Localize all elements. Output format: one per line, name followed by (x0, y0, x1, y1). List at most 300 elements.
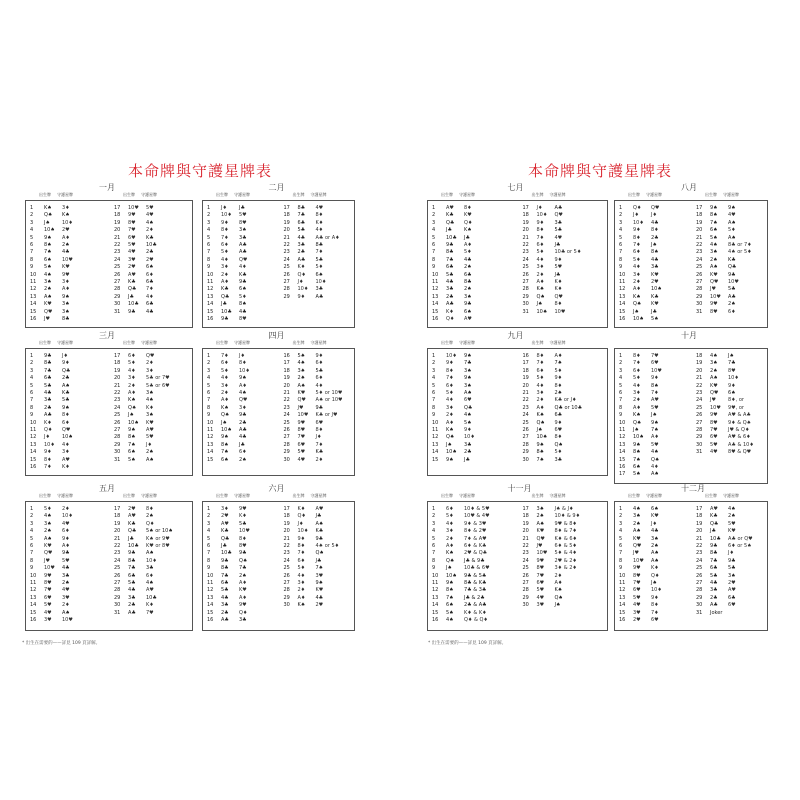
planetary-ruling-card: 3♠ (62, 301, 70, 308)
day-number: 16 (432, 617, 439, 623)
planetary-ruling-card: 8♦ (651, 227, 659, 234)
birth-card: 4♥ (297, 456, 306, 463)
planetary-ruling-card: 8♦ (315, 427, 324, 433)
birth-card: 5♦ (633, 256, 641, 263)
day-number: 1 (207, 205, 211, 211)
planetary-ruling-card: 8♥ (728, 367, 736, 374)
birth-card: 6♦ (633, 367, 641, 374)
day-number: 18 (696, 212, 703, 219)
planetary-ruling-card: 10♦ (315, 279, 327, 285)
day-number: 13 (207, 594, 214, 601)
birth-card: 6♣ (128, 572, 136, 579)
birth-card: K♥ (536, 528, 545, 535)
birth-card: 9♣ (128, 550, 136, 557)
birth-card: K♠ (633, 412, 641, 419)
day-number: 19 (696, 219, 703, 226)
day-number: 23 (696, 550, 703, 557)
day-number: 16 (30, 316, 37, 322)
day-number: 25 (522, 419, 529, 426)
planetary-ruling-card: 5♠ or 10♠ (146, 528, 173, 535)
birth-card: 3♦ (536, 390, 545, 396)
birth-card: 10♦ (297, 528, 309, 535)
column-header: 出生牌 (441, 340, 453, 345)
birth-card: 8♠ (44, 242, 52, 248)
day-number: 5 (30, 535, 34, 542)
day-number: 1 (432, 506, 436, 512)
column-header: 出生牌 (531, 493, 544, 498)
day-number: 25 (283, 419, 290, 426)
planetary-ruling-card: 8♣ (464, 279, 472, 285)
birth-card: 6♣ (446, 264, 454, 271)
birth-card: 7♠ (44, 249, 52, 256)
birth-card: 9♣ (710, 543, 718, 549)
month-table (202, 183, 355, 328)
planetary-ruling-card: 4♣ (146, 308, 154, 315)
birth-card: J♣ (710, 528, 716, 535)
birth-card: 2♣ (128, 602, 136, 609)
day-number: 29 (283, 293, 290, 300)
day-number: 29 (696, 293, 703, 300)
planetary-ruling-card: J♠ (728, 353, 734, 359)
day-number: 19 (522, 375, 529, 382)
birth-card: A♦ (446, 419, 454, 426)
planetary-ruling-card: 10♥ (554, 308, 566, 315)
birth-card: 7♣ (128, 565, 136, 572)
day-number: 15 (30, 308, 37, 315)
day-number: 23 (283, 404, 290, 411)
birth-card: 2♦ (221, 271, 229, 278)
day-number: 2 (432, 212, 436, 219)
day-number: 4 (30, 528, 34, 535)
birth-card: Q♠ (446, 434, 455, 441)
birth-card: Q♦ (44, 427, 53, 433)
birth-card: 10♥ (633, 557, 644, 564)
birth-card: 3♣ (297, 242, 306, 248)
month-table-box (25, 348, 193, 476)
planetary-ruling-card: 4♠ (146, 219, 154, 226)
planetary-ruling-card: Q♥ (62, 427, 71, 433)
day-number: 10 (30, 419, 37, 426)
planetary-ruling-card: Q♥ (554, 212, 563, 219)
birth-card: A♣ (221, 617, 229, 623)
birth-card: 4♥ (44, 609, 52, 616)
column-header: 守護星牌 (459, 340, 475, 345)
birth-card: 10♠ (536, 434, 548, 441)
day-number: 13 (432, 594, 439, 601)
day-number: 5 (619, 234, 623, 241)
day-number: 8 (30, 404, 34, 411)
planetary-ruling-card: 9♣ (239, 279, 247, 285)
planetary-ruling-card: 6♣ (554, 412, 563, 419)
day-number: 24 (696, 397, 703, 404)
planetary-ruling-card: K♣ or J♥ (315, 412, 338, 419)
planetary-ruling-card: 8♦ (315, 212, 324, 219)
day-number: 11 (207, 580, 214, 586)
birth-card: 5♠ (128, 456, 136, 463)
birth-card: K♥ (710, 382, 718, 389)
planetary-ruling-card: 4♠ (146, 580, 154, 586)
birth-card: 9♥ (710, 301, 718, 308)
planetary-ruling-card: 8♣ & K♣ (464, 580, 487, 586)
planetary-ruling-card: 5♦ (464, 249, 472, 256)
birth-card: 9♦ (44, 449, 52, 456)
birth-card: 2♦ (128, 382, 136, 389)
day-number: 15 (432, 456, 439, 463)
birth-card: 3♦ (536, 264, 545, 271)
month-table-box (202, 501, 355, 631)
day-number: 31 (114, 609, 121, 616)
planetary-ruling-card: Q♣ (464, 404, 473, 411)
planetary-ruling-card: 3♦ (62, 449, 70, 456)
planetary-ruling-card: J♦ (651, 212, 657, 219)
birth-card: 2♣ (446, 293, 454, 300)
planetary-ruling-card: 8♣ (62, 316, 70, 322)
planetary-ruling-card: K♥ (728, 528, 736, 535)
birth-card: 2♦ (446, 412, 454, 419)
day-number: 5 (207, 234, 211, 241)
day-number: 29 (696, 434, 703, 441)
day-number: 23 (283, 249, 290, 256)
day-number: 7 (30, 397, 34, 404)
birth-card: 4♠ (297, 360, 306, 367)
planetary-ruling-card: 8♦ (651, 602, 659, 609)
birth-card: 2♣ (44, 404, 52, 411)
birth-card: 6♦ (221, 242, 229, 248)
day-number: 20 (522, 227, 529, 234)
birth-card: 8♠ (633, 449, 641, 456)
birth-card: 8♦ (536, 227, 545, 234)
day-number: 14 (207, 602, 214, 609)
planetary-ruling-card: A♣ (239, 242, 247, 248)
birth-card: 3♦ (633, 271, 641, 278)
birth-card: 7♠ (633, 456, 641, 463)
planetary-ruling-card: A♣ (239, 427, 247, 433)
birth-card: J♥ (297, 404, 304, 411)
column-header: 守護星牌 (723, 493, 739, 498)
planetary-ruling-card: A♣ (728, 293, 736, 300)
planetary-ruling-card: 2♠ (464, 286, 472, 293)
planetary-ruling-card: 4♣ (239, 434, 247, 441)
day-number: 26 (522, 572, 529, 579)
day-number: 26 (522, 427, 529, 433)
day-number: 27 (522, 279, 529, 285)
birth-card: A♣ (297, 256, 306, 263)
day-number: 11 (432, 580, 439, 586)
page-2 (400, 0, 800, 800)
birth-card: 9♦ (446, 360, 454, 367)
birth-card: A♦ (446, 543, 454, 549)
day-number: 22 (114, 242, 121, 248)
planetary-ruling-card: 9♣ (239, 412, 247, 419)
planetary-ruling-card: 3♦ (239, 404, 247, 411)
day-number: 31 (696, 449, 703, 456)
day-number: 27 (283, 279, 290, 285)
day-number: 20 (283, 382, 290, 389)
birth-card: A♠ (633, 528, 641, 535)
day-number: 2 (432, 360, 436, 367)
day-number: 1 (30, 353, 34, 359)
birth-card: K♠ (633, 293, 641, 300)
birth-card: 7♠ (128, 441, 136, 448)
planetary-ruling-card: 10♠ (62, 434, 73, 441)
day-number: 3 (207, 367, 211, 374)
day-number: 9 (207, 412, 211, 419)
planetary-ruling-card: 9♣ (239, 550, 247, 557)
day-number: 22 (696, 242, 703, 248)
planetary-ruling-card: 8♠ (651, 249, 659, 256)
birth-card: 2♦ (536, 271, 545, 278)
day-number: 7 (207, 550, 211, 557)
day-number: 21 (696, 535, 703, 542)
birth-card: J♦ (297, 279, 304, 285)
planetary-ruling-card: K♦ (239, 513, 247, 520)
birth-card: 8♠ (128, 434, 136, 441)
birth-card: 6♣ (221, 580, 229, 586)
planetary-ruling-card: 7♣ & 3♣ (464, 587, 487, 594)
planetary-ruling-card: 4♥ (728, 212, 736, 219)
planetary-ruling-card: 3♦ (146, 367, 154, 374)
day-number: 12 (432, 286, 439, 293)
birth-card: Q♠ (633, 419, 642, 426)
planetary-ruling-card: 2♥ (315, 602, 324, 609)
planetary-ruling-card: A♣ (239, 249, 247, 256)
planetary-ruling-card: 2♠ (146, 513, 154, 520)
planetary-ruling-card: 4♣ (62, 249, 70, 256)
birth-card: K♣ (128, 279, 136, 285)
day-number: 10 (30, 572, 37, 579)
planetary-ruling-card: K♥ (651, 271, 659, 278)
birth-card: A♠ (44, 293, 52, 300)
birth-card: 10♦ (297, 286, 309, 293)
planetary-ruling-card: K♥ (62, 264, 70, 271)
birth-card: 3♥ (536, 602, 545, 609)
day-number: 12 (30, 587, 37, 594)
day-number: 23 (522, 404, 529, 411)
birth-card: 10♠ (128, 419, 139, 426)
birth-card: 10♥ (710, 293, 721, 300)
day-number: 20 (114, 227, 121, 234)
planetary-ruling-card: K♣ (62, 390, 70, 396)
day-number: 12 (619, 286, 626, 293)
birth-card: 3♥ (633, 609, 641, 616)
day-number: 29 (114, 594, 121, 601)
column-header: 守護星牌 (310, 192, 327, 197)
birth-card: J♣ (128, 535, 134, 542)
birth-card: 8♣ (44, 360, 52, 367)
planetary-ruling-card: 5♦ & 4♦ (554, 550, 577, 557)
day-number: 12 (619, 434, 626, 441)
day-number: 5 (30, 234, 34, 241)
birth-card: 9♣ (221, 316, 229, 322)
day-number: 4 (432, 375, 436, 382)
birth-card: A♣ (128, 609, 136, 616)
month-table-box (25, 501, 193, 631)
planetary-ruling-card: 5♣ (728, 286, 736, 293)
planetary-ruling-card: 9♦ (554, 419, 563, 426)
planetary-ruling-card: 9♠ (315, 580, 324, 586)
day-number: 21 (114, 382, 121, 389)
planetary-ruling-card: A♦ (554, 580, 563, 586)
day-number: 19 (696, 520, 703, 527)
birth-card: 7♦ (536, 360, 545, 367)
day-number: 1 (30, 205, 34, 211)
day-number: 24 (522, 256, 529, 263)
day-number: 10 (619, 572, 626, 579)
birth-card: 8♥ (44, 580, 52, 586)
planetary-ruling-card: K♥ (651, 301, 659, 308)
day-number: 17 (283, 506, 290, 512)
birth-card: 8♦ (633, 353, 641, 359)
birth-card: 10♥ (297, 412, 309, 419)
planetary-ruling-card: 9♠ (651, 419, 659, 426)
column-header: 守護星牌 (234, 192, 250, 197)
planetary-ruling-card: 6♥ (464, 397, 472, 404)
planetary-ruling-card: K♣ (651, 293, 659, 300)
day-number: 24 (696, 256, 703, 263)
day-number: 12 (207, 286, 214, 293)
birth-card: A♦ (536, 279, 545, 285)
column-header: 守護星牌 (723, 192, 739, 197)
planetary-ruling-card: 7♥ (146, 609, 154, 616)
planetary-ruling-card: 4♠ or 5♦ (315, 543, 340, 549)
planetary-ruling-card: 7♦ (315, 441, 324, 448)
birth-card: J♥ (536, 543, 543, 549)
planetary-ruling-card: A♠ (62, 382, 70, 389)
planetary-ruling-card: 10♥ & 4♥ (464, 513, 490, 520)
day-number: 9 (432, 412, 436, 419)
birth-card: Q♠ (633, 301, 642, 308)
planetary-ruling-card: 10♦ (146, 557, 157, 564)
birth-card: 8♣ (128, 557, 136, 564)
day-number: 27 (696, 419, 703, 426)
day-number: 11 (619, 427, 626, 433)
birth-card: 10♦ (633, 219, 644, 226)
day-number: 18 (283, 212, 290, 219)
day-number: 25 (522, 264, 529, 271)
day-number: 23 (696, 390, 703, 396)
planetary-ruling-card: 5♥ (651, 404, 659, 411)
planetary-ruling-card: 2♠ (554, 390, 563, 396)
birth-card: A♦ (221, 397, 229, 404)
day-number: 3 (30, 219, 34, 226)
month-table-box (202, 348, 355, 476)
day-number: 29 (522, 449, 529, 456)
day-number: 14 (432, 449, 439, 456)
month-label: 二月 (268, 183, 285, 192)
footnote: * 出生在需要的——詳見 109 頁詳解。 (428, 641, 507, 646)
planetary-ruling-card: A♣ (315, 293, 324, 300)
planetary-ruling-card: 9♥ (62, 271, 70, 278)
birth-card: 4♦ (446, 520, 454, 527)
planetary-ruling-card: 7♣ (464, 360, 472, 367)
day-number: 9 (30, 565, 34, 572)
birth-card: J♣ (128, 293, 134, 300)
planetary-ruling-card: 5♠ (651, 316, 659, 322)
birth-card: J♦ (44, 434, 50, 441)
day-number: 29 (522, 293, 529, 300)
column-header: 出生牌 (216, 340, 228, 345)
planetary-ruling-card: 7♣ (239, 565, 247, 572)
column-header: 出生牌 (39, 340, 51, 345)
day-number: 13 (30, 594, 37, 601)
birth-card: 5♣ (221, 587, 229, 594)
planetary-ruling-card: 6♦ (239, 449, 247, 456)
day-number: 17 (619, 471, 626, 478)
birth-card: K♣ (710, 513, 718, 520)
planetary-ruling-card: 3♣ (239, 617, 247, 623)
birth-card: 10♠ (633, 316, 644, 322)
planetary-ruling-card: A♥ (146, 427, 154, 433)
planetary-ruling-card: 6♥ (651, 617, 659, 623)
birth-card: 7♣ (44, 367, 52, 374)
table-row (692, 448, 769, 456)
planetary-ruling-card: 2♣ & A♣ (464, 602, 487, 609)
birth-card: Q♣ (710, 520, 719, 527)
day-number: 24 (283, 256, 290, 263)
day-number: 26 (283, 427, 290, 433)
planetary-ruling-card: 4♥ (62, 587, 70, 594)
day-number: 6 (30, 242, 34, 248)
day-number: 2 (432, 513, 436, 520)
birth-card: 10♠ (633, 434, 644, 441)
month-table (25, 331, 193, 476)
birth-card: K♠ (536, 286, 545, 293)
planetary-ruling-card: J♦ (315, 434, 322, 441)
birth-card: J♠ (536, 301, 543, 308)
planetary-ruling-card: 10♣ (146, 594, 157, 601)
birth-card: Q♣ (128, 286, 137, 293)
birth-card: 5♣ (710, 572, 718, 579)
day-number: 16 (207, 316, 214, 322)
birth-card: 7♣ (297, 212, 306, 219)
planetary-ruling-card: 5♥ (728, 520, 736, 527)
birth-card: 5♠ (710, 234, 718, 241)
day-number: 7 (432, 397, 436, 404)
column-header: 出生牌 (123, 340, 135, 345)
day-number: 9 (619, 412, 623, 419)
day-number: 11 (619, 580, 626, 586)
table-row (519, 601, 610, 609)
day-number: 29 (283, 449, 290, 456)
birth-card: J♠ (446, 441, 452, 448)
planetary-ruling-card: Q♦ (464, 219, 473, 226)
birth-card: Q♥ (536, 535, 545, 542)
birth-card: 9♦ (297, 293, 306, 300)
day-number: 6 (30, 543, 34, 549)
planetary-ruling-card: Q♠ (554, 441, 563, 448)
planetary-ruling-card: 8♦ (239, 535, 247, 542)
day-number: 1 (30, 506, 34, 512)
planetary-ruling-card: 10♣ (146, 242, 157, 248)
birth-card: 2♥ (633, 617, 641, 623)
birth-card: 6♦ (633, 249, 641, 256)
day-number: 9 (30, 412, 34, 419)
birth-card: 7♦ (633, 242, 641, 248)
planetary-ruling-card: 5♦ (554, 367, 563, 374)
birth-card: 5♣ (44, 382, 52, 389)
column-header: 出生牌 (39, 493, 51, 498)
birth-card: 6♦ (446, 506, 454, 512)
month-table (202, 484, 355, 631)
day-number: 14 (619, 602, 626, 609)
planetary-ruling-card: 3♠ (239, 227, 247, 234)
birth-card: 7♥ (633, 580, 641, 586)
birth-card: J♦ (221, 205, 227, 211)
planetary-ruling-card: K♥ (651, 513, 659, 520)
day-number: 25 (283, 565, 290, 572)
planetary-ruling-card: 10♥ (239, 528, 250, 535)
planetary-ruling-card: Q♠ (651, 456, 660, 463)
